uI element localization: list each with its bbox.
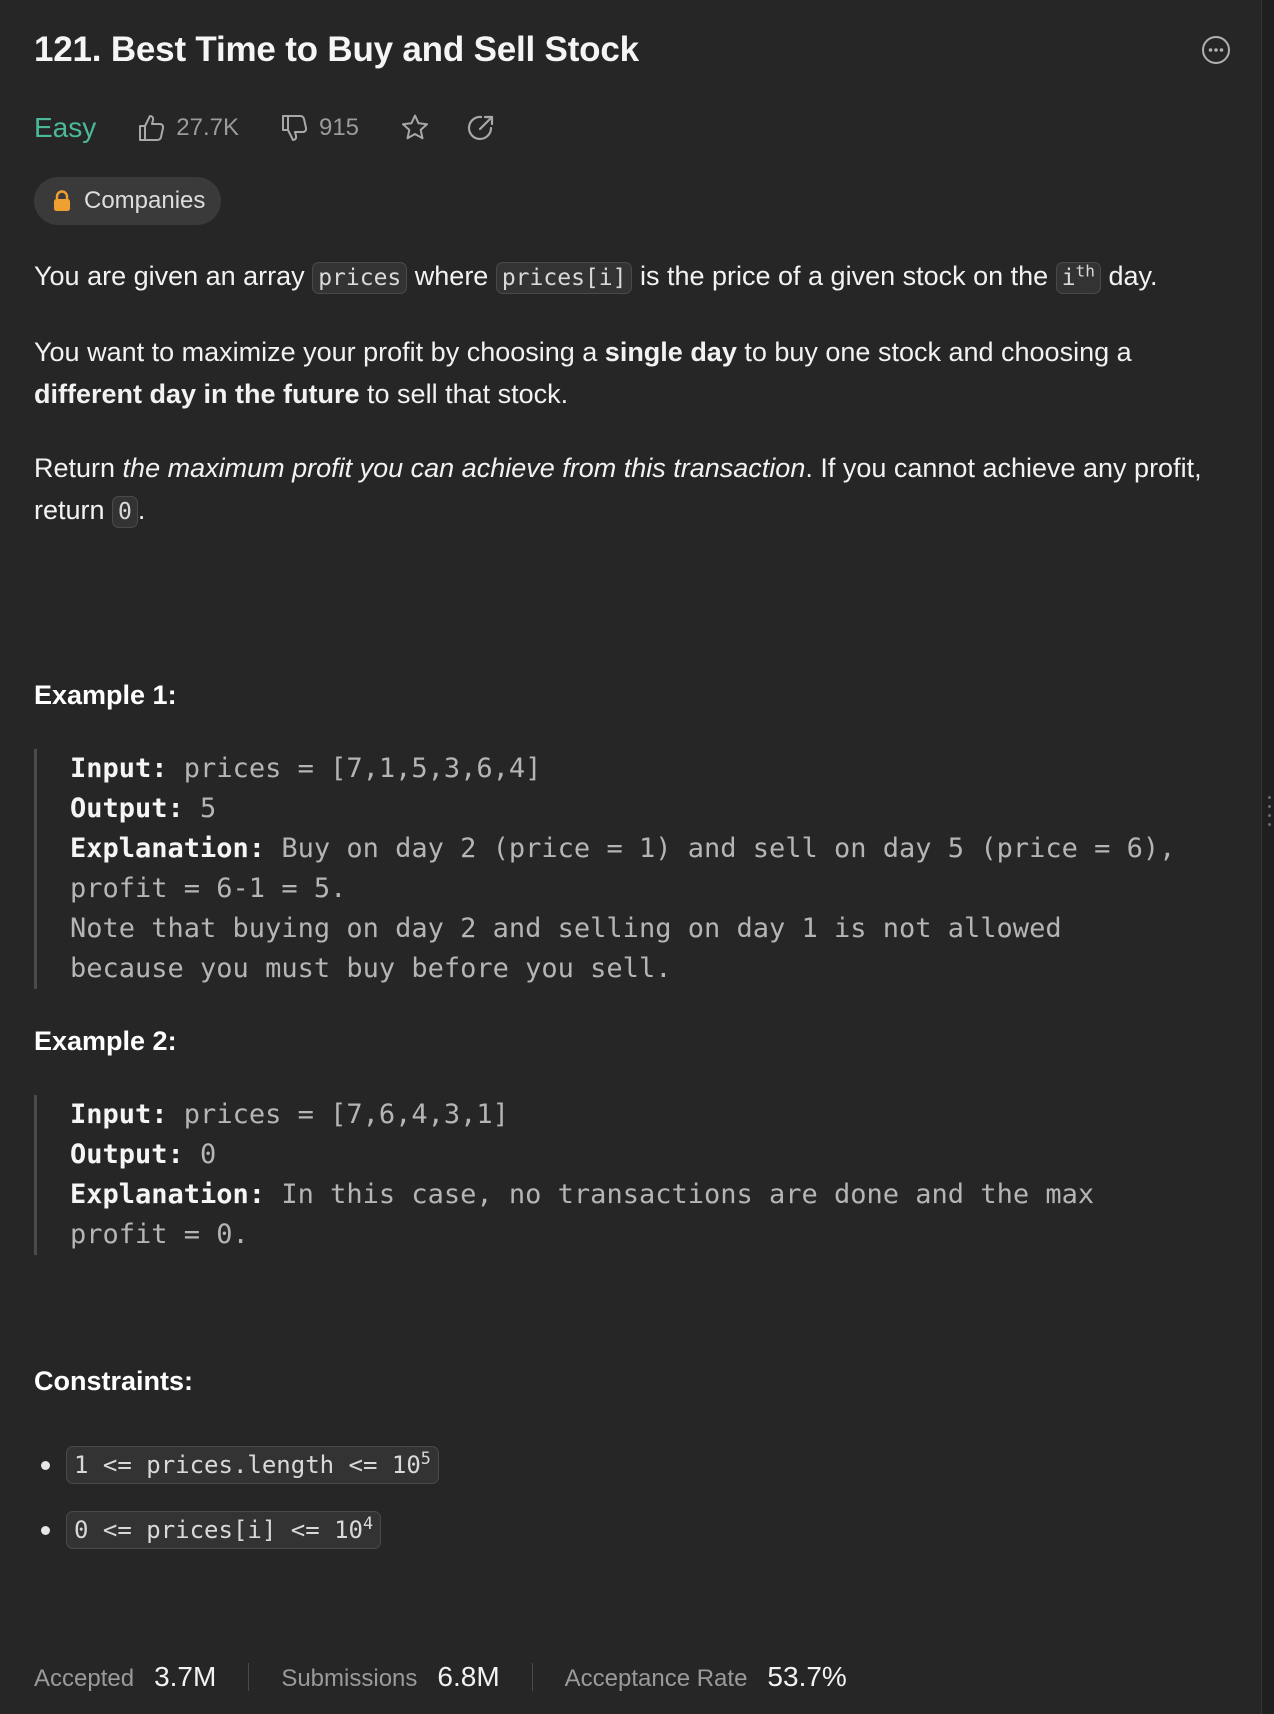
star-icon: [399, 112, 431, 144]
output-value: 5: [183, 793, 217, 824]
like-button[interactable]: [136, 113, 239, 143]
dislike-count: 915: [318, 114, 360, 141]
accepted-stat: [34, 1661, 216, 1693]
favorite-button[interactable]: [399, 112, 431, 144]
stat-label: Accepted: [34, 1665, 135, 1692]
stat-value: 6.8M: [437, 1661, 500, 1692]
inline-code: prices[i]: [496, 262, 633, 294]
list-item: [34, 1443, 439, 1487]
code-text: i: [1061, 265, 1076, 291]
statement-paragraph-2: [34, 331, 1224, 415]
example-2-block: [34, 1095, 1094, 1255]
text: to sell that stock.: [359, 379, 569, 409]
thumbs-up-icon: [136, 113, 166, 143]
output-label: Output:: [70, 1139, 184, 1170]
input-value: prices = [7,6,4,3,1]: [167, 1099, 509, 1130]
superscript: 5: [420, 1448, 431, 1468]
input-value: prices = [7,1,5,3,6,4]: [167, 753, 542, 784]
example-1-block: [34, 749, 1175, 989]
companies-label: Companies: [84, 187, 206, 214]
panel-resize-bar[interactable]: [1261, 0, 1274, 1714]
example-1-title: Example 1:: [34, 680, 177, 710]
input-label: Input:: [70, 1099, 168, 1130]
companies-tag[interactable]: [34, 177, 221, 225]
dislike-button[interactable]: [279, 113, 359, 143]
constraints-title: Constraints:: [34, 1366, 194, 1396]
constraint-code: [66, 1511, 381, 1549]
text: . If you cannot achieve any profit, return: [34, 453, 1202, 525]
problem-title: 121. Best Time to Buy and Sell Stock: [34, 30, 639, 69]
bullet: [41, 1461, 50, 1470]
divider: [532, 1663, 533, 1691]
bold-text: single day: [604, 337, 737, 367]
explanation-text: profit = 0.: [70, 1219, 249, 1250]
explanation-label: Explanation:: [70, 1179, 266, 1210]
explanation-label: Explanation:: [70, 833, 266, 864]
explanation-text: profit = 6-1 = 5.: [70, 873, 347, 904]
statement-paragraph-1: [34, 255, 1224, 299]
thumbs-down-icon: [279, 113, 309, 143]
statement-paragraph-3: [34, 447, 1224, 533]
drag-handle-icon[interactable]: [1266, 796, 1272, 826]
inline-code: 0: [112, 496, 138, 528]
input-label: Input:: [70, 753, 168, 784]
share-icon: [465, 112, 497, 144]
list-item: [34, 1508, 439, 1552]
like-count: 27.7K: [176, 114, 239, 141]
problem-meta-row: [34, 106, 531, 150]
title-row: [34, 0, 1224, 104]
more-horizontal-icon: [1200, 34, 1232, 66]
bullet: [41, 1526, 50, 1535]
superscript: th: [1075, 261, 1095, 281]
stat-value: 3.7M: [154, 1661, 217, 1692]
lock-icon: [52, 190, 72, 212]
text: is the price of a given stock on the: [632, 261, 1056, 291]
constraint-code: [66, 1446, 439, 1484]
divider: [248, 1663, 249, 1691]
code-text: 0 <= prices[i] <= 10: [74, 1516, 363, 1544]
difficulty-badge: Easy: [34, 112, 97, 143]
description-content: [34, 0, 1224, 1692]
explanation-text: Note that buying on day 2 and selling on day 1 is not allowed: [70, 913, 1062, 944]
text: Return: [34, 453, 123, 483]
text: You want to maximize your profit by choosing a: [34, 337, 605, 367]
text: day.: [1100, 261, 1158, 291]
submissions-stat: [281, 1661, 499, 1693]
example-2-title: Example 2:: [34, 1026, 177, 1056]
superscript: 4: [362, 1513, 374, 1533]
constraints-list: [34, 1443, 439, 1573]
text: where: [407, 261, 496, 291]
output-label: Output:: [70, 793, 184, 824]
explanation-text: In this case, no transactions are done and the max: [265, 1179, 1095, 1210]
stat-label: Submissions: [281, 1665, 418, 1692]
acceptance-rate-stat: [565, 1661, 847, 1693]
stat-value: 53.7%: [767, 1661, 847, 1692]
inline-code-ith: [1056, 262, 1101, 294]
bold-text: different day in the future: [34, 379, 360, 409]
more-options-button[interactable]: [1200, 34, 1232, 66]
stat-label: Acceptance Rate: [564, 1665, 748, 1692]
share-button[interactable]: [465, 112, 497, 144]
output-value: 0: [183, 1139, 217, 1170]
explanation-text: Buy on day 2 (price = 1) and sell on day 5 (price = 6),: [265, 833, 1176, 864]
text: .: [137, 495, 146, 525]
italic-text: the maximum profit you can achieve from this transaction: [122, 453, 806, 483]
submission-stats: [34, 1655, 847, 1699]
inline-code: prices: [312, 262, 407, 294]
text: to buy one stock and choosing a: [736, 337, 1132, 367]
code-text: 1 <= prices.length <= 10: [74, 1451, 421, 1479]
problem-statement: [34, 255, 1224, 565]
explanation-text: because you must buy before you sell.: [70, 953, 672, 984]
text: You are given an array: [34, 261, 313, 291]
